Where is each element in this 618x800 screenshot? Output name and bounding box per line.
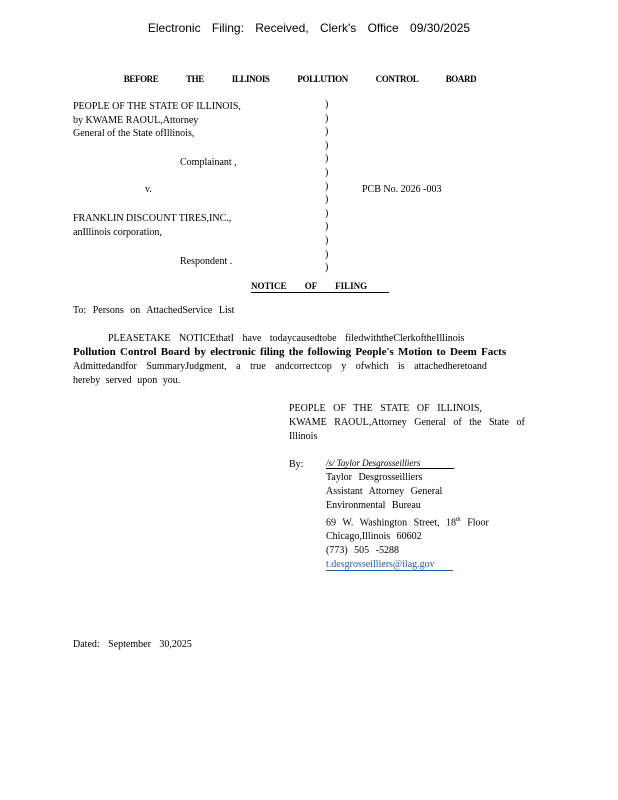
plaintiff-line-2: by KWAME RAOUL,Attorney (73, 114, 199, 126)
signer-phone: (773) 505 -5288 (326, 545, 399, 557)
body-line-3: Admittedandfor SummaryJudgment, a true andcorrectcop y ofwhich is attachedheretoand (73, 361, 487, 372)
party-line-2: KWAME RAOUL,Attorney General of the State of (289, 417, 525, 428)
respondent-line-2: anIllinois corporation, (73, 226, 162, 238)
respondent-line-1: FRANKLIN DISCOUNT TIRES,INC., (73, 213, 232, 224)
signer-city: Chicago,Illinois 60602 (326, 531, 422, 543)
signer-title: Assistant Attorney General (326, 486, 443, 497)
complainant-label: Complainant , (180, 157, 237, 168)
plaintiff-line-3: General of the State ofIllinois, (73, 128, 195, 140)
party-block (289, 402, 525, 444)
signer-bureau: Environmental Bureau (326, 500, 421, 511)
party-line-1: PEOPLE OF THE STATE OF ILLINOIS, (289, 403, 482, 414)
caption-respondent (73, 212, 231, 239)
signer-email-link[interactable]: t.desgrosseilliers@ilag.gov (326, 559, 453, 571)
signer-name: Taylor Desgrosseilliers (326, 472, 423, 483)
versus-label: v. (145, 184, 152, 195)
caption-bracket: ) ) ) ) ) ) ) ) ) ) ) ) ) (325, 99, 329, 274)
board-heading: BEFORE THE ILLINOIS POLLUTION CONTROL BOARD (123, 74, 477, 84)
address-street: 69 W. Washington Street, 18 (326, 517, 457, 529)
signer-address (326, 513, 489, 530)
case-number: PCB No. 2026 -003 (362, 184, 442, 195)
address-ordinal: th (456, 517, 461, 523)
body-line-1: PLEASETAKE NOTICEthatI have todaycausedtobe filedwiththeClerkoftheIllinois (108, 333, 465, 344)
plaintiff-line-1: PEOPLE OF THE STATE OF ILLINOIS, (73, 101, 241, 112)
respondent-label: Respondent . (180, 256, 233, 267)
filing-stamp: Electronic Filing: Received, Clerk's Office 09/30/2025 (147, 21, 471, 35)
caption-plaintiff (73, 100, 241, 141)
address-floor: Floor (467, 517, 489, 529)
signature-line: /s/ Taylor Desgrosseilliers (326, 458, 454, 469)
to-line: To: Persons on AttachedService List (73, 305, 235, 316)
body-line-2: Pollution Control Board by electronic filing the following People's Motion to Deem Facts (73, 346, 507, 358)
by-label: By: (289, 459, 304, 470)
body-line-4: hereby served upon you. (73, 375, 181, 386)
notice-title: NOTICE OF FILING (251, 281, 389, 293)
dated-line: Dated: September 30,2025 (73, 639, 192, 650)
party-line-3: Illinois (289, 431, 318, 442)
signer-details (326, 471, 489, 572)
